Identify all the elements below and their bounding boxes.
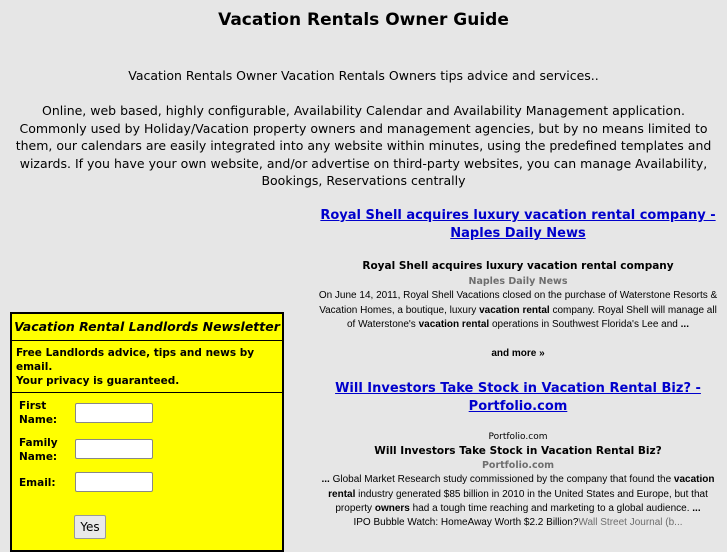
snippet-text: On June 14, 2011, Royal Shell Vacations closed on the purchase of Waterstone Resorts & Vacation Homes, a boutique, luxury bbox=[318, 290, 718, 316]
snippet-keyword: vacation rental bbox=[328, 474, 715, 500]
snippet-keyword: vacation rental bbox=[418, 319, 490, 330]
submit-yes-button[interactable]: Yes bbox=[74, 515, 106, 539]
snippet-text: company. Royal Shell will manage all of Waterstone's bbox=[347, 304, 717, 330]
news-source-logo-text: Portfolio.com bbox=[488, 432, 548, 442]
snippet-keyword: vacation rental bbox=[479, 304, 550, 316]
snippet-ellipsis: ... bbox=[692, 503, 701, 514]
news-subhead: Royal Shell acquires luxury vacation rental company bbox=[362, 260, 674, 272]
newsletter-title: Vacation Rental Landlords Newsletter bbox=[12, 314, 282, 341]
related-news-link[interactable]: IPO Bubble Watch: HomeAway Worth $2.2 Billion? bbox=[353, 517, 579, 528]
news-snippet bbox=[314, 473, 722, 517]
news-subhead: Will Investors Take Stock in Vacation Rental Biz? bbox=[374, 445, 662, 457]
news-headline-link[interactable]: Will Investors Take Stock in Vacation Rental Biz? - Portfolio.com bbox=[335, 381, 701, 414]
first-name-input[interactable] bbox=[75, 403, 153, 423]
first-name-label: First Name: bbox=[19, 400, 58, 426]
related-news-source: Wall Street Journal (b... bbox=[578, 517, 683, 528]
news-source: Portfolio.com bbox=[481, 460, 555, 471]
related-news-line bbox=[314, 516, 722, 530]
and-more-link[interactable]: and more » bbox=[491, 348, 545, 359]
snippet-text: had a tough time reaching and marketing to a global audience. bbox=[409, 503, 693, 514]
family-name-label: Family Name: bbox=[19, 437, 58, 463]
news-source: Naples Daily News bbox=[468, 276, 568, 287]
news-headline-link[interactable]: Royal Shell acquires luxury vacation rental company - Naples Daily News bbox=[320, 208, 716, 241]
intro-text: Vacation Rentals Owner Vacation Rentals Owners tips advice and services.. bbox=[128, 68, 599, 83]
email-label: Email: bbox=[19, 477, 56, 489]
snippet-text: industry generated $85 billion in 2010 in the United States and Europe, but that property bbox=[335, 488, 708, 514]
description-text: Online, web based, highly configurable, Availability Calendar and Availability Management application. Commonly used by Holiday/Vacation property owners and management agencies, but by no means limited to them, our calendars are easily integrated into any website within minutes, using the predefined templates and wizards. If you have your own website, and/or advertise on third-party websites, you can manage Availability, Bookings, Reservations centrally bbox=[15, 103, 712, 188]
email-input[interactable] bbox=[75, 472, 153, 492]
newsletter-box bbox=[10, 312, 284, 552]
snippet-text: operations in Southwest Florida's Lee and bbox=[489, 319, 681, 330]
snippet-ellipsis: ... bbox=[321, 474, 330, 485]
family-name-input[interactable] bbox=[75, 439, 153, 459]
newsletter-info-line2: Your privacy is guaranteed. bbox=[16, 375, 180, 387]
snippet-text: Global Market Research study commissioned by the company that found the bbox=[329, 474, 674, 485]
page-title: Vacation Rentals Owner Guide bbox=[218, 10, 509, 30]
snippet-keyword: owners bbox=[374, 503, 410, 514]
news-snippet bbox=[314, 289, 722, 333]
newsletter-info-line1: Free Landlords advice, tips and news by email. bbox=[16, 347, 255, 373]
newsletter-info bbox=[12, 341, 282, 393]
snippet-ellipsis: ... bbox=[680, 319, 689, 330]
